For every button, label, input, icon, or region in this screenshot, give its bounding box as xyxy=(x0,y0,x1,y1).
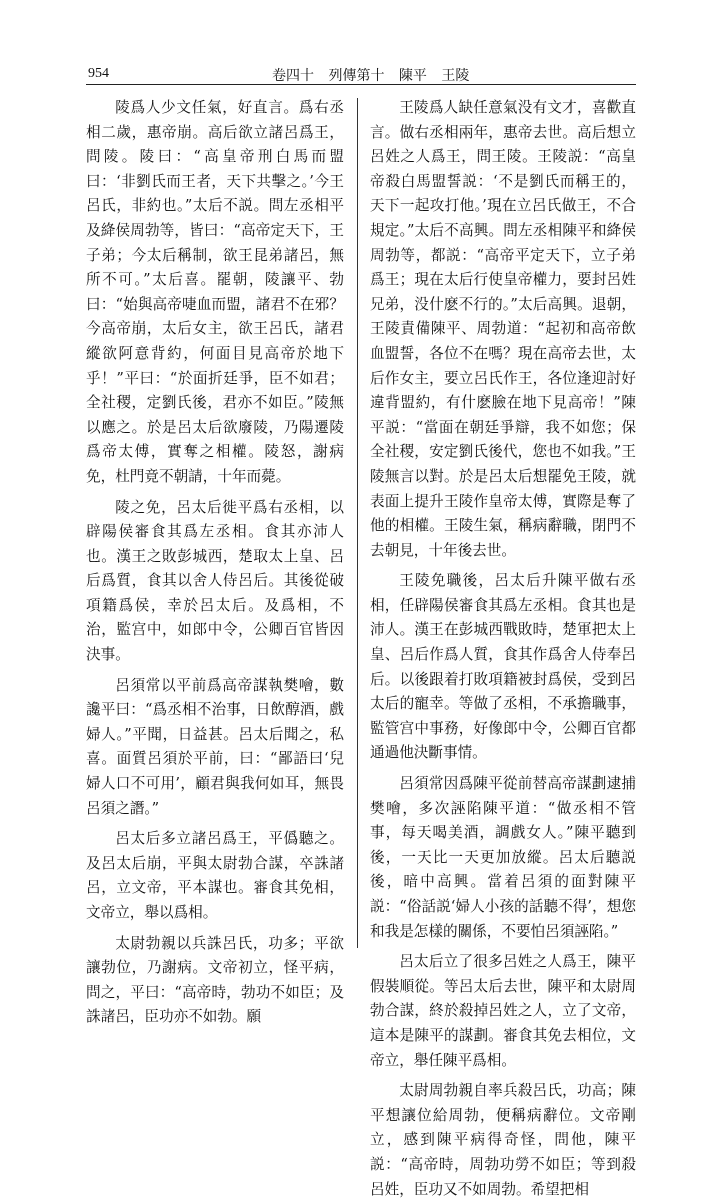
header-rule xyxy=(86,84,636,85)
classical-paragraph-3: 呂須常以平前爲高帝謀執樊噲，數讒平曰：“爲丞相不治事，日飲醇酒，戲婦人。”平聞，日益甚。呂太后聞之，私喜。面質呂須於平前，曰：“鄙語曰‘兒婦人口不可用’，顧君與我何如耳，無畏呂須之譖。” xyxy=(86,676,344,817)
column-divider xyxy=(357,98,358,948)
modern-paragraph-5: 太尉周勃親自率兵殺呂氏，功高；陳平想讓位給周勃，便稱病辭位。文帝剛立，感到陳平病得奇怪，問他，陳平説：“高帝時，周勃功勞不如臣；等到殺呂姓，臣功又不如周勃。希望把相 xyxy=(370,1082,636,1198)
modern-paragraph-1: 王陵爲人缺任意氣没有文才，喜歡直言。做右丞相兩年，惠帝去世。高后想立呂姓之人爲王，問王陵。王陵説：“高皇帝殺白馬盟誓説：‘不是劉氏而稱王的，天下一起攻打他。’現在立呂氏做王，不合規定。”太后不高興。問左丞相陳平和絳侯周勃等，都説：“高帝平定天下，立子弟爲王；現在太后行使皇帝權力，要封呂姓兄弟，没什麽不行的。”太后高興。退朝，王陵責備陳平、周勃道：“起初和高帝飲血盟誓，各位不在嗎？現在高帝去世，太后作女主，要立呂氏作王，各位逢迎討好違背盟約，有什麽臉在地下見高帝！”陳平説：“當面在朝廷爭辯，我不如您；保全社稷，安定劉氏後代，您也不如我。”王陵無言以對。於是呂太后想罷免王陵，就表面上提升王陵作皇帝太傅，實際是奪了他的相權。王陵生氣，稱病辭職，閉門不去朝見，十年後去世。 xyxy=(370,99,636,559)
classical-paragraph-1: 陵爲人少文任氣，好直言。爲右丞相二歲，惠帝崩。高后欲立諸呂爲王，問陵。陵曰：“高皇帝刑白馬而盟曰：‘非劉氏而王者，天下共擊之。’今王呂氏，非約也。”太后不説。問左丞相平及絳侯周勃等，皆曰：“高帝定天下，王子弟；今太后稱制，欲王昆弟諸呂，無所不可。”太后喜。罷朝，陵讓平、勃曰：“始與高帝啑血而盟，諸君不在邪？今高帝崩，太后女主，欲王呂氏，諸君縱欲阿意背約，何面目見高帝於地下乎！”平曰：“於面折廷爭，臣不如君；全社稷，定劉氏後，君亦不如臣。”陵無以應之。於是呂太后欲廢陵，乃陽遷陵爲帝太傅，實奪之相權。陵怒，謝病免，杜門竟不朝請，十年而薨。 xyxy=(86,99,344,485)
modern-paragraph-3: 呂須常因爲陳平從前替高帝謀劃逮捕樊噲，多次誣陷陳平道：“做丞相不管事，每天喝美酒，調戲女人。”陳平聽到後，一天比一天更加放縱。呂太后聽説後，暗中高興。當着呂須的面對陳平説：“俗話説‘婦人小孩的話聽不得’，想您和我是怎樣的關係，不要怕呂須誣陷。” xyxy=(370,775,636,940)
page-number: 954 xyxy=(88,66,109,81)
modern-translation-column xyxy=(370,96,636,1198)
running-header: 卷四十 列傳第十 陳平 王陵 xyxy=(272,68,470,84)
classical-paragraph-5: 太尉勃親以兵誅呂氏，功多；平欲讓勃位，乃謝病。文帝初立，怪平病，問之，平曰：“高帝時，勃功不如臣；及誅諸呂，臣功亦不如勃。願 xyxy=(86,934,344,1026)
classical-paragraph-2: 陵之免，呂太后徙平爲右丞相，以辟陽侯審食其爲左丞相。食其亦沛人也。漢王之敗彭城西，楚取太上皇、呂后爲質，食其以舍人侍呂后。其後從破項籍爲侯，幸於呂太后。及爲相，不治，監宫中，如郎中令，公卿百官皆因決事。 xyxy=(86,498,344,664)
classical-paragraph-4: 呂太后多立諸呂爲王，平僞聽之。及呂太后崩，平與太尉勃合謀，卒誅諸呂，立文帝，平本謀也。審食其免相，文帝立，舉以爲相。 xyxy=(86,830,344,921)
modern-paragraph-2: 王陵免職後，呂太后升陳平做右丞相，任辟陽侯審食其爲左丞相。食其也是沛人。漢王在彭城西戰敗時，楚軍把太上皇、呂后作爲人質，食其作爲舍人侍奉呂后。以後跟着打敗項籍被封爲侯，受到呂太后的寵幸。等做了丞相，不承擔職事，監管宫中事務，好像郎中令，公卿百官都通過他決斷事情。 xyxy=(370,572,636,762)
modern-paragraph-4: 呂太后立了很多呂姓之人爲王，陳平假裝順從。等呂太后去世，陳平和太尉周勃合謀，終於殺掉呂姓之人，立了文帝，這本是陳平的謀劃。審食其免去相位，文帝立，舉任陳平爲相。 xyxy=(370,953,636,1069)
classical-text-column xyxy=(86,96,344,1026)
